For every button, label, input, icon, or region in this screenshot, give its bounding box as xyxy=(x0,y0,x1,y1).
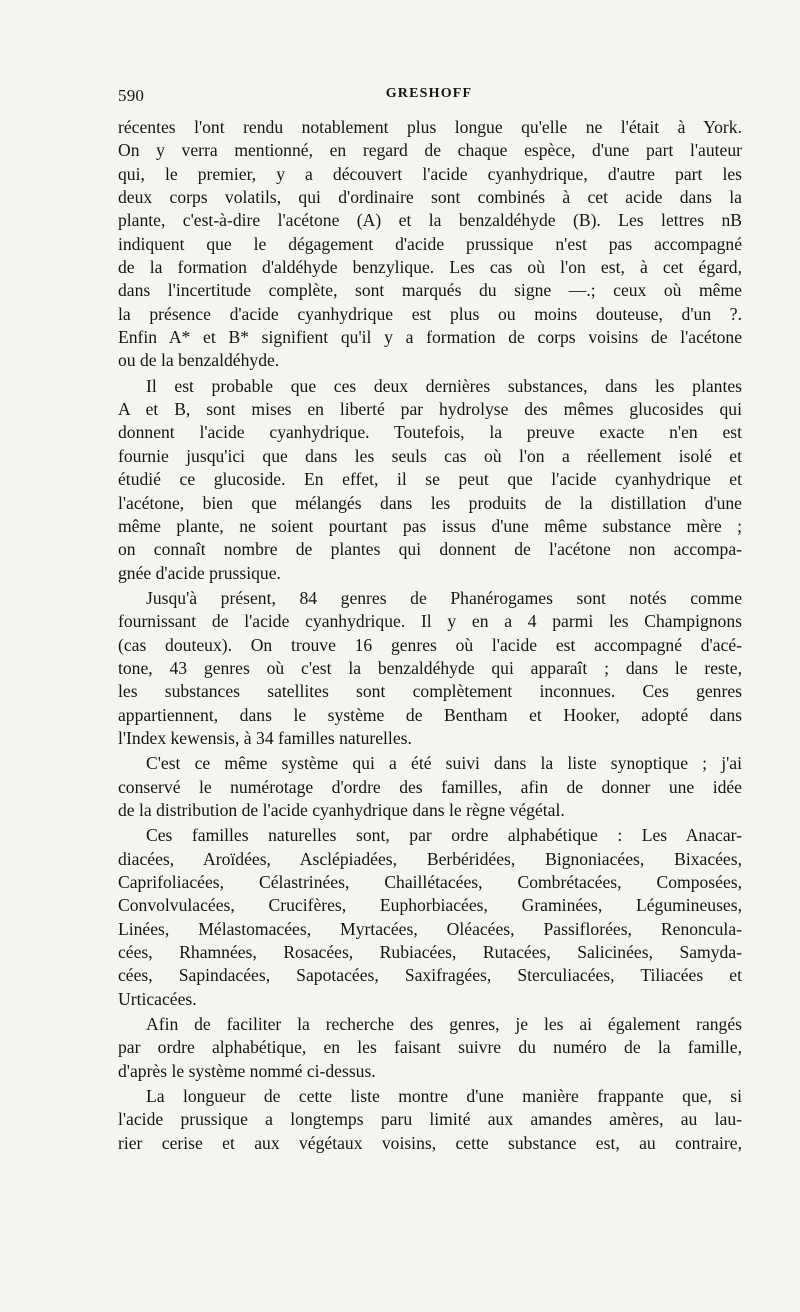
paragraph-2 xyxy=(118,375,742,585)
text-line: l'Index kewensis, à 34 familles naturelles. xyxy=(118,727,412,748)
text-line: cées, Rhamnées, Rosacées, Rubiacées, Rutacées, Salicinées, Samyda- xyxy=(118,942,742,963)
text-line: Urticacées. xyxy=(118,988,197,1009)
text-line: on connaît nombre de plantes qui donnent de l'acétone non accompa- xyxy=(118,539,742,560)
text-line: Linées, Mélastomacées, Myrtacées, Oléacées, Passiflorées, Renoncula- xyxy=(118,918,742,939)
text-line: l'acide prussique a longtemps paru limité aux amandes amères, au lau- xyxy=(118,1109,742,1130)
text-line: par ordre alphabétique, en les faisant suivre du numéro de la famille, xyxy=(118,1037,742,1058)
text-line: de la formation d'aldéhyde benzylique. Les cas où l'on est, à cet égard, xyxy=(118,257,742,278)
text-line: Ces familles naturelles sont, par ordre alphabétique : Les Anacar- xyxy=(146,825,742,846)
text-line: tone, 43 genres où c'est la benzaldéhyde qui apparaît ; dans le reste, xyxy=(118,657,742,678)
text-line: Convolvulacées, Crucifères, Euphorbiacées, Graminées, Légumineuses, xyxy=(118,895,742,916)
text-line: de la distribution de l'acide cyanhydrique dans le règne végétal. xyxy=(118,799,565,820)
text-line: conservé le numérotage d'ordre des familles, afin de donner une idée xyxy=(118,776,742,797)
paragraph-6 xyxy=(118,1013,742,1083)
paragraph-7 xyxy=(118,1085,742,1155)
text-line: fournie jusqu'ici que dans les seuls cas où l'on a réellement isolé et xyxy=(118,445,742,466)
text-line: Jusqu'à présent, 84 genres de Phanérogames sont notés comme xyxy=(146,587,742,608)
text-line: gnée d'acide prussique. xyxy=(118,562,281,583)
text-line: indiquent que le dégagement d'acide prussique n'est pas accompagné xyxy=(118,233,742,254)
text-line: l'acétone, bien que mélangés dans les produits de la distillation d'une xyxy=(118,492,742,513)
text-line: appartiennent, dans le système de Bentham et Hooker, adopté dans xyxy=(118,704,742,725)
text-line: d'après le système nommé ci-dessus. xyxy=(118,1060,376,1081)
text-line: deux corps volatils, qui d'ordinaire sont combinés à cet acide dans la xyxy=(118,187,742,208)
body-text xyxy=(118,116,742,1155)
text-line: qui, le premier, y a découvert l'acide cyanhydrique, d'autre part les xyxy=(118,163,742,184)
text-line: donnent l'acide cyanhydrique. Toutefois, la preuve exacte n'en est xyxy=(118,422,742,443)
text-line: Afin de faciliter la recherche des genres, je les ai également rangés xyxy=(146,1014,742,1035)
text-line: cées, Sapindacées, Sapotacées, Saxifragées, Sterculiacées, Tiliacées et xyxy=(118,965,742,986)
text-line: Enfin A* et B* signifient qu'il y a formation de corps voisins de l'acétone xyxy=(118,327,742,348)
text-line: rier cerise et aux végétaux voisins, cette substance est, au contraire, xyxy=(118,1132,742,1153)
text-line: diacées, Aroïdées, Asclépiadées, Berbéridées, Bignoniacées, Bixacées, xyxy=(118,848,742,869)
text-line: (cas douteux). On trouve 16 genres où l'acide est accompagné d'acé- xyxy=(118,634,742,655)
text-line: Il est probable que ces deux dernières substances, dans les plantes xyxy=(146,375,742,396)
paragraph-3 xyxy=(118,587,742,750)
page-number: 590 xyxy=(118,86,145,105)
text-line: la présence d'acide cyanhydrique est plus ou moins douteuse, d'un ?. xyxy=(118,303,742,324)
text-line: dans l'incertitude complète, sont marqués du signe —.; ceux où même xyxy=(118,280,742,301)
text-line: même plante, ne soient pourtant pas issus d'une même substance mère ; xyxy=(118,515,742,536)
text-line: C'est ce même système qui a été suivi dans la liste synoptique ; j'ai xyxy=(146,753,742,774)
paragraph-4 xyxy=(118,752,742,822)
text-line: La longueur de cette liste montre d'une manière frappante que, si xyxy=(146,1086,742,1107)
text-line: les substances satellites sont complètement inconnues. Ces genres xyxy=(118,681,742,702)
running-title: GRESHOFF xyxy=(385,86,473,101)
text-line: fournissant de l'acide cyanhydrique. Il y en a 4 parmi les Champignons xyxy=(118,611,742,632)
paragraph-5 xyxy=(118,824,742,1011)
paragraph-1 xyxy=(118,116,742,373)
page-header xyxy=(118,86,740,110)
text-line: A et B, sont mises en liberté par hydrolyse des mêmes glucosides qui xyxy=(118,399,742,420)
text-line: On y verra mentionné, en regard de chaque espèce, d'une part l'auteur xyxy=(118,140,742,161)
text-line: étudié ce glucoside. En effet, il se peut que l'acide cyanhydrique et xyxy=(118,469,742,490)
text-line: plante, c'est-à-dire l'acétone (A) et la benzaldéhyde (B). Les lettres nB xyxy=(118,210,742,231)
text-line: récentes l'ont rendu notablement plus longue qu'elle ne l'était à York. xyxy=(118,117,742,137)
text-line: ou de la benzaldéhyde. xyxy=(118,350,280,371)
text-line: Caprifoliacées, Célastrinées, Chaillétacées, Combrétacées, Composées, xyxy=(118,872,742,892)
